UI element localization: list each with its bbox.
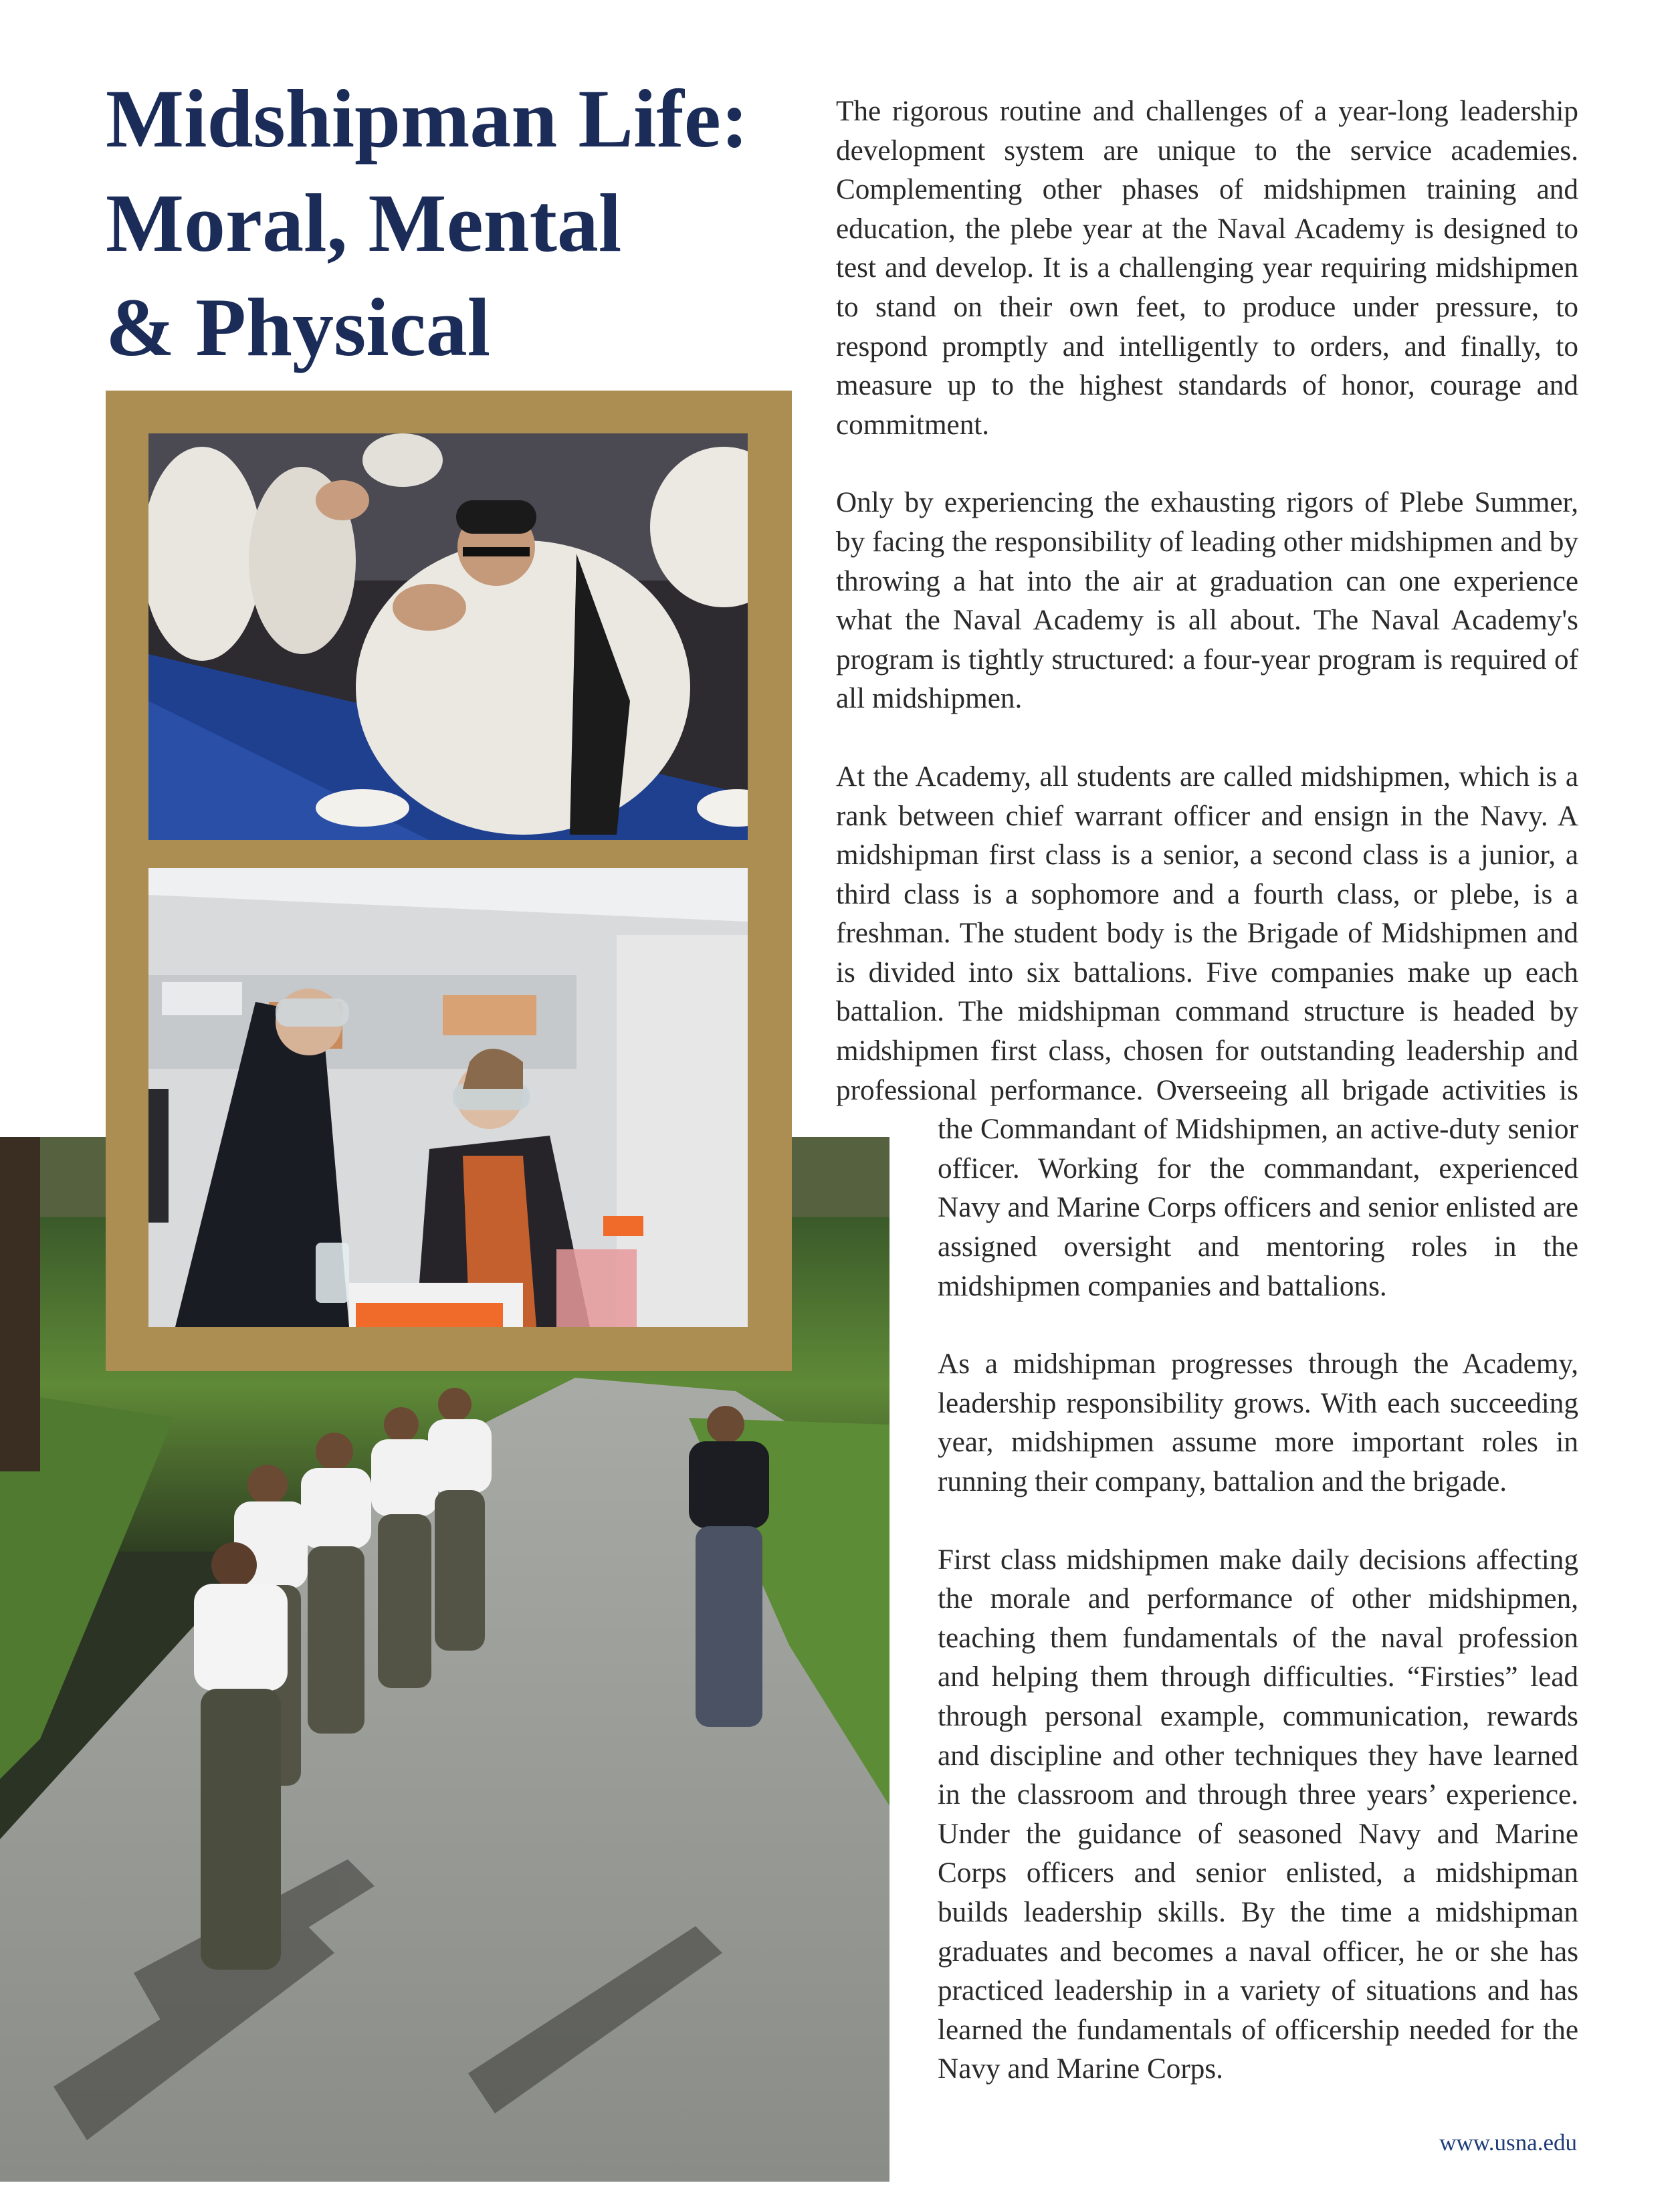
body-paragraph-3: At the Academy, all students are called midshipmen, which is a rank between chief warrant officer and ensign in the Navy. A midshipman first class is a senior, a second class is a junior, a third class is a sophomore and a fourth class, or plebe, is a freshman. The student body is the Brigade of Midshipmen and is divided into six battalions. Five companies make up each battalion. The midshipman command structure is headed by midshipmen first class, chosen for outstanding leadership and professional performance. Overseeing all brigade activities is the Commandant of Midshipmen, an active-duty senior officer. Working for the commandant, experienced Navy and Marine Corps officers and senior enlisted are assigned oversight and mentoring roles in the midshipmen companies and battalions. — [836, 760, 1578, 1302]
body-paragraph-4: As a midshipman progresses through the Academy, leadership responsibility grows. With each succeeding year, midshipmen assume more important roles in running their company, battalion and the brigade. — [938, 1348, 1578, 1497]
text-wrap-spacer — [836, 1116, 938, 2139]
website-link[interactable]: www.usna.edu — [1439, 2129, 1577, 2156]
page-title — [106, 67, 774, 380]
ceremony-photo-illustration — [148, 433, 748, 840]
lab-photo — [148, 868, 748, 1327]
body-paragraph-5: First class midshipmen make daily decisions affecting the morale and performance of other midshipmen, teaching them fundamentals of the naval profession and helping them through difficulties. “Firsties” lead through personal example, communication, rewards and discipline and other techniques they have learned in the classroom and through three years’ experience. Under the guidance of seasoned Navy and Marine Corps officers and senior enlisted, a midshipman builds leadership skills. By the time a midshipman graduates and becomes a naval officer, he or she has practiced leadership in a variety of situations and has learned the fundamentals of officership needed for the Navy and Marine Corps. — [938, 1544, 1578, 2085]
title-line-2: Moral, Mental — [106, 177, 622, 269]
article-body — [836, 92, 1578, 2139]
body-paragraph-1: The rigorous routine and challenges of a year-long leadership development system are unique to the service academies. Complementing other phases of midshipmen training and education, the plebe year at the Naval Academy is designed to test and develop. It is a challenging year requiring midshipmen to stand on their own feet, to produce under pressure, to respond promptly and intelligently to orders, and finally, to measure up to the highest standards of honor, courage and commitment. — [836, 96, 1578, 441]
title-line-1: Midshipman Life: — [106, 73, 749, 165]
lab-photo-illustration — [148, 868, 748, 1327]
photo-frame — [106, 391, 792, 1371]
body-paragraph-2: Only by experiencing the exhausting rigors of Plebe Summer, by facing the responsibility of leading other midshipmen and by throwing a hat into the air at graduation can one experience what the Naval Academy is all about. The Naval Academy's program is tightly structured: a four-year program is required of all midshipmen. — [836, 487, 1578, 715]
ceremony-photo — [148, 433, 748, 840]
title-line-3: & Physical — [106, 282, 491, 373]
